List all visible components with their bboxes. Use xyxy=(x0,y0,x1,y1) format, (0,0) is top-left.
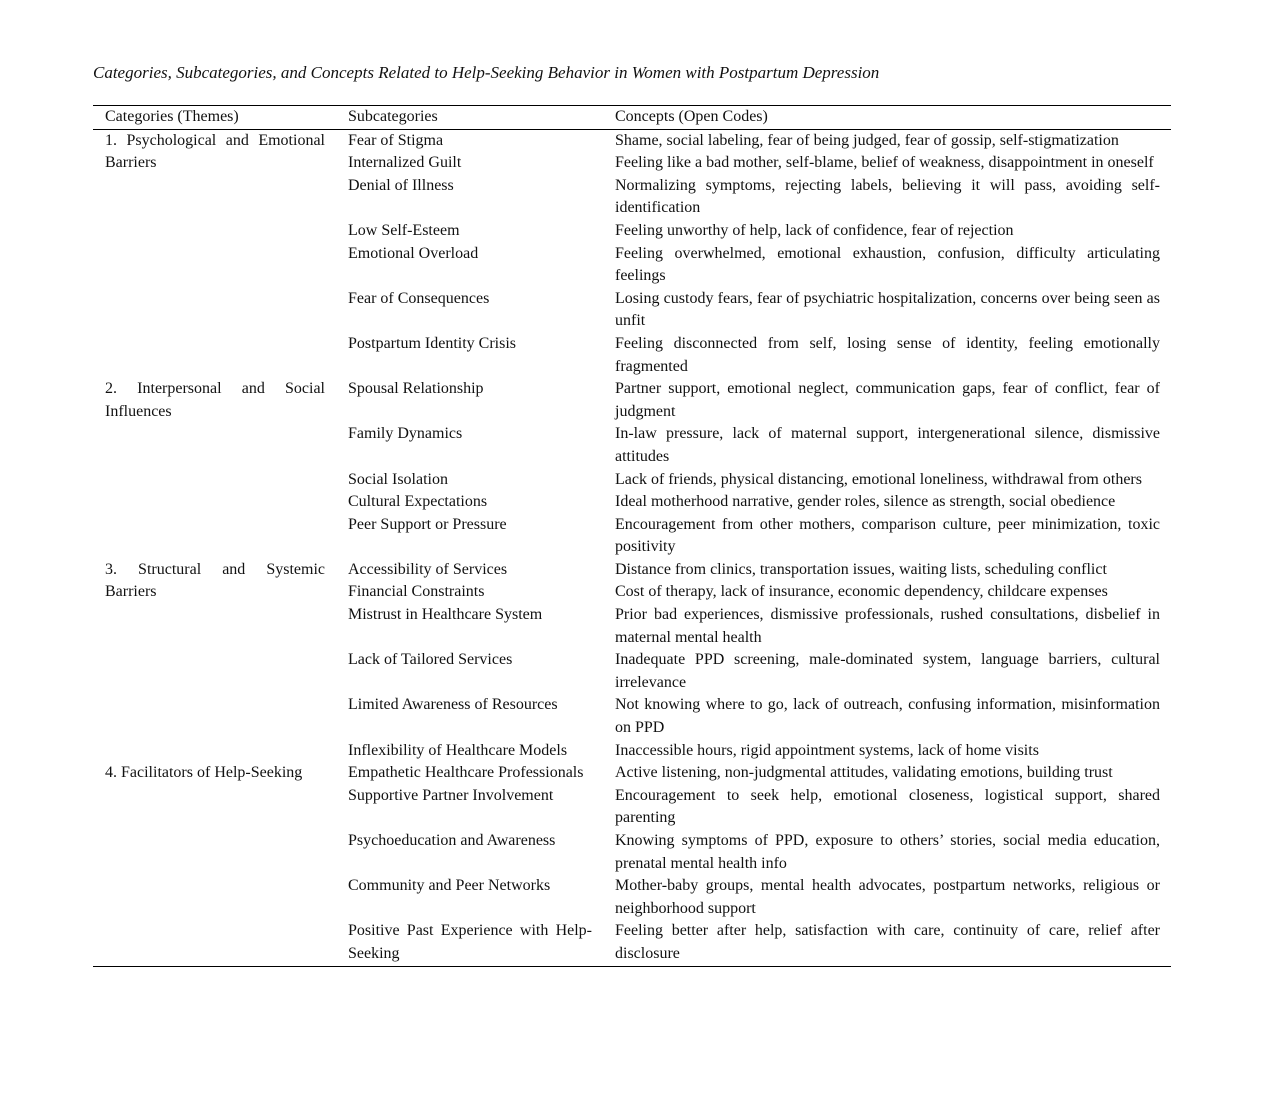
concepts-cell: Inaccessible hours, rigid appointment systems, lack of home visits xyxy=(615,741,1039,759)
themes-table xyxy=(93,105,1171,967)
concepts-cell: Feeling like a bad mother, self-blame, belief of weakness, disappointment in oneself xyxy=(615,154,1154,172)
subcategory-cell: Internalized Guilt xyxy=(348,154,462,172)
concepts-cell: Encouragement from other mothers, comparison culture, peer minimization, toxic positivity xyxy=(615,515,1160,556)
subcategory-cell: Peer Support or Pressure xyxy=(348,515,507,533)
subcategory-cell: Spousal Relationship xyxy=(348,380,484,398)
concepts-cell: Not knowing where to go, lack of outreach, confusing information, misinformation on PPD xyxy=(615,696,1160,737)
concepts-cell: Inadequate PPD screening, male-dominated system, language barriers, cultural irrelevance xyxy=(615,651,1160,691)
table-row xyxy=(93,559,1171,582)
subcategory-cell: Community and Peer Networks xyxy=(348,877,551,895)
concepts-cell: In-law pressure, lack of maternal support, intergenerational silence, dismissive attitudes xyxy=(615,425,1160,465)
table-row xyxy=(93,378,1171,423)
subcategory-cell: Financial Constraints xyxy=(348,583,485,601)
concepts-cell: Lack of friends, physical distancing, emotional loneliness, withdrawal from others xyxy=(615,470,1142,488)
subcategory-cell: Psychoeducation and Awareness xyxy=(348,832,556,849)
subcategory-cell: Cultural Expectations xyxy=(348,493,488,511)
concepts-cell: Ideal motherhood narrative, gender roles, silence as strength, social obedience xyxy=(615,493,1116,511)
concepts-cell: Shame, social labeling, fear of being judged, fear of gossip, self-stigmatization xyxy=(615,131,1119,149)
subcategory-cell: Empathetic Healthcare Professionals xyxy=(348,764,584,782)
category-cell: 1. Psychological and Emotional Barriers xyxy=(105,131,325,172)
subcategory-cell: Social Isolation xyxy=(348,470,448,488)
category-cell: 3. Structural and Systemic Barriers xyxy=(105,560,325,601)
concepts-cell: Knowing symptoms of PPD, exposure to others’ stories, social media education, prenatal mental health info xyxy=(615,832,1160,872)
header-row xyxy=(93,106,1171,130)
subcategory-cell: Family Dynamics xyxy=(348,425,463,443)
header-concepts: Concepts (Open Codes) xyxy=(603,106,1171,130)
subcategory-cell: Fear of Stigma xyxy=(348,131,444,149)
concepts-cell: Cost of therapy, lack of insurance, economic dependency, childcare expenses xyxy=(615,583,1108,601)
subcategory-cell: Postpartum Identity Crisis xyxy=(348,334,516,352)
table-row xyxy=(93,762,1171,785)
concepts-cell: Feeling unworthy of help, lack of confidence, fear of rejection xyxy=(615,221,1014,239)
subcategory-cell: Fear of Consequences xyxy=(348,289,490,307)
header-categories: Categories (Themes) xyxy=(93,106,336,130)
subcategory-cell: Denial of Illness xyxy=(348,176,454,194)
subcategory-cell: Emotional Overload xyxy=(348,244,479,262)
subcategory-cell: Lack of Tailored Services xyxy=(348,651,513,669)
concepts-cell: Active listening, non-judgmental attitudes, validating emotions, building trust xyxy=(615,764,1113,782)
concepts-cell: Encouragement to seek help, emotional closeness, logistical support, shared parenting xyxy=(615,786,1160,827)
table-caption: Categories, Subcategories, and Concepts Related to Help-Seeking Behavior in Women with Postpartum Depression xyxy=(93,63,880,82)
header-subcategories: Subcategories xyxy=(336,106,603,130)
subcategory-cell: Low Self-Esteem xyxy=(348,221,460,239)
category-cell: 2. Interpersonal and Social Influences xyxy=(105,380,325,420)
concepts-cell: Prior bad experiences, dismissive professionals, rushed consultations, disbelief in maternal mental health xyxy=(615,606,1160,646)
subcategory-cell: Positive Past Experience with Help-Seeking xyxy=(336,920,603,966)
subcategory-cell: Supportive Partner Involvement xyxy=(348,786,554,804)
subcategory-cell: Inflexibility of Healthcare Models xyxy=(348,741,568,759)
table-header xyxy=(93,106,1171,130)
concepts-cell: Partner support, emotional neglect, communication gaps, fear of conflict, fear of judgment xyxy=(615,380,1160,420)
category-cell: 4. Facilitators of Help-Seeking xyxy=(93,762,336,966)
table-row xyxy=(93,129,1171,152)
concepts-cell: Mother-baby groups, mental health advocates, postpartum networks, religious or neighborhood support xyxy=(615,877,1160,917)
subcategory-cell: Mistrust in Healthcare System xyxy=(348,606,543,624)
concepts-cell: Losing custody fears, fear of psychiatric hospitalization, concerns over being seen as unfit xyxy=(615,289,1160,330)
table-body xyxy=(93,129,1171,966)
subcategory-cell: Accessibility of Services xyxy=(348,560,508,578)
subcategory-cell: Limited Awareness of Resources xyxy=(348,696,558,714)
concepts-cell: Distance from clinics, transportation issues, waiting lists, scheduling conflict xyxy=(615,560,1107,578)
concepts-cell: Feeling better after help, satisfaction with care, continuity of care, relief after disclosure xyxy=(603,920,1171,966)
concepts-cell: Feeling disconnected from self, losing sense of identity, feeling emotionally fragmented xyxy=(615,334,1160,375)
concepts-cell: Normalizing symptoms, rejecting labels, believing it will pass, avoiding self-identification xyxy=(615,176,1160,217)
concepts-cell: Feeling overwhelmed, emotional exhaustion, confusion, difficulty articulating feelings xyxy=(615,244,1160,285)
